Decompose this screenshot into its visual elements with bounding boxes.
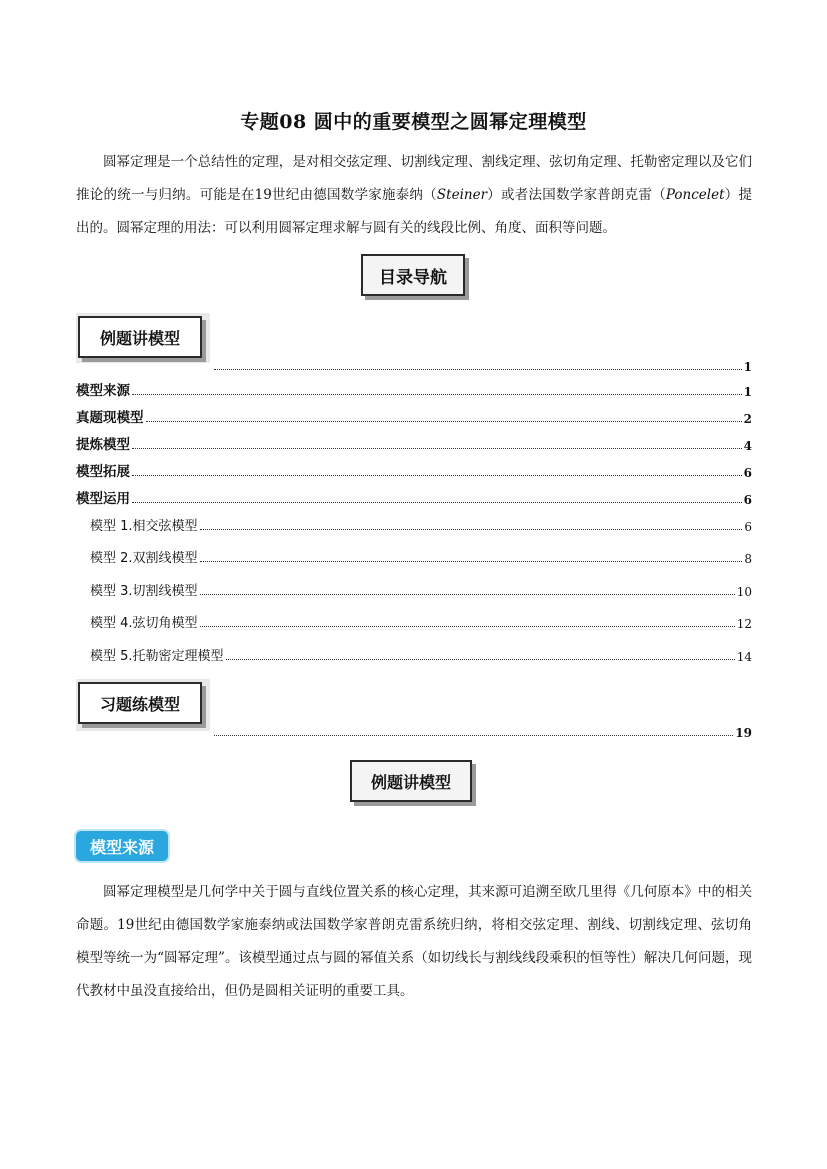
toc-dots — [200, 594, 735, 595]
toc-dots — [146, 421, 742, 422]
nav-title-box — [361, 254, 465, 296]
toc-label: 模型 4.弦切角模型 — [90, 616, 198, 631]
source-tag — [76, 831, 168, 861]
toc-dots — [214, 369, 742, 370]
toc-dots — [200, 561, 743, 562]
nav-title: 目录导航 — [379, 267, 447, 288]
section2-box-label: 习题练模型 — [99, 694, 180, 714]
toc-label: 提炼模型 — [76, 437, 130, 453]
intro-name-poncelet: Poncelet — [665, 187, 725, 203]
section2-box — [78, 682, 202, 724]
section3-box — [350, 760, 472, 802]
intro-paragraph — [76, 146, 752, 245]
toc-page: 6 — [744, 520, 752, 534]
toc-dots — [214, 735, 733, 736]
toc-page: 14 — [736, 650, 752, 664]
toc-label: 模型拓展 — [76, 464, 130, 480]
toc-label: 模型 3.切割线模型 — [90, 584, 198, 599]
toc-page: 1 — [743, 385, 752, 399]
section1-box-label: 例题讲模型 — [99, 328, 180, 348]
toc-dots — [132, 394, 742, 395]
toc-dots — [200, 529, 743, 530]
intro-text-1: 圆幂定理是一个总结性的定理，是对相交弦定理、切割线定理、割线定理、弦切角定理、托勒密定理以及它们推论的统一与归纳。可能是在19世纪由德国数学家施泰纳（ — [76, 154, 752, 203]
source-paragraph — [76, 876, 752, 1008]
toc-dots — [200, 626, 735, 627]
document-title: 专题08 圆中的重要模型之圆幂定理模型 — [240, 111, 587, 133]
toc-page: 10 — [736, 585, 752, 599]
toc-page: 8 — [744, 552, 752, 566]
toc-row[interactable] — [76, 487, 752, 507]
toc-row[interactable] — [76, 433, 752, 453]
toc-page: 2 — [743, 412, 752, 426]
toc-row[interactable] — [76, 460, 752, 480]
toc-label: 模型 1.相交弦模型 — [90, 519, 198, 534]
intro-name-steiner: Steiner — [436, 187, 488, 203]
toc-page: 12 — [736, 617, 752, 631]
toc-label: 模型来源 — [76, 383, 130, 399]
intro-text-3: ）提出的。圆幂定理的用法：可以利用圆幂定理求解与圆有关的线段比例、角度、面积等问题。 — [76, 187, 753, 236]
toc-dots — [132, 502, 742, 503]
intro-text-2: ）或者法国数学家普朗克雷（ — [487, 187, 666, 203]
toc-row[interactable] — [90, 546, 752, 566]
source-text: 圆幂定理模型是几何学中关于圆与直线位置关系的核心定理，其来源可追溯至欧几里得《几何原本》中的相关命题。19世纪由德国数学家施泰纳或法国数学家普朗克雷系统归纳，将相交弦定理、割线、切割线定理、弦切角模型等统一为“圆幂定理”。该模型通过点与圆的幂值关系（如切线长与割线线段乘积的恒等性）解决几何问题，现代教材中虽没直接给出，但仍是圆相关证明的重要工具。 — [76, 884, 752, 999]
toc-page: 1 — [743, 360, 752, 374]
toc-page: 6 — [743, 466, 752, 480]
toc-row[interactable] — [76, 379, 752, 399]
section3-box-label: 例题讲模型 — [370, 772, 451, 792]
toc-page: 19 — [735, 726, 752, 740]
toc-dots — [132, 448, 742, 449]
section1-box — [78, 316, 202, 358]
toc-label: 模型 2.双割线模型 — [90, 551, 198, 566]
toc-page: 6 — [743, 493, 752, 507]
toc-row[interactable] — [212, 354, 752, 374]
toc-label: 真题现模型 — [76, 410, 144, 426]
toc-row[interactable] — [90, 644, 752, 664]
toc-row-exercises[interactable] — [212, 720, 752, 740]
toc-row[interactable] — [90, 579, 752, 599]
toc-dots — [132, 475, 742, 476]
toc-page: 4 — [743, 439, 752, 453]
toc-label: 模型 5.托勒密定理模型 — [90, 649, 224, 664]
toc-dots — [226, 659, 735, 660]
toc-row[interactable] — [90, 611, 752, 631]
toc-row[interactable] — [76, 406, 752, 426]
toc-label: 模型运用 — [76, 491, 130, 507]
source-tag-label: 模型来源 — [89, 837, 154, 857]
toc-row[interactable] — [90, 514, 752, 534]
